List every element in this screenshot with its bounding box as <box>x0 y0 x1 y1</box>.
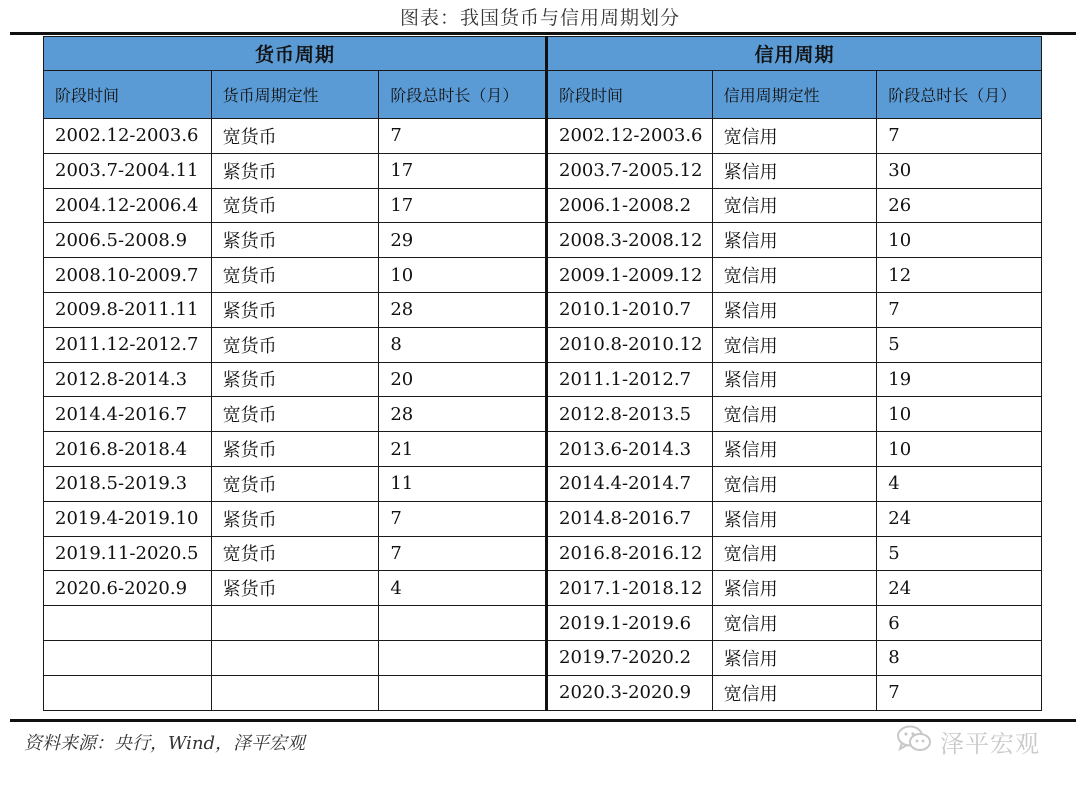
duration-cell: 24 <box>877 501 1042 536</box>
nature-cell: 紧信用 <box>712 153 877 188</box>
nature-cell <box>211 675 379 710</box>
duration-cell: 10 <box>877 223 1042 258</box>
duration-cell: 7 <box>877 675 1042 710</box>
nature-cell: 紧货币 <box>211 362 379 397</box>
source-note: 资料来源：央行，Wind，泽平宏观 <box>24 733 306 754</box>
period-cell: 2013.6-2014.3 <box>548 432 713 467</box>
duration-cell: 8 <box>877 640 1042 675</box>
table-row <box>44 292 547 327</box>
table-row <box>548 119 1042 154</box>
nature-cell: 紧信用 <box>712 571 877 606</box>
period-cell: 2011.12-2012.7 <box>44 327 212 362</box>
wechat-icon <box>896 724 932 758</box>
duration-cell: 30 <box>877 153 1042 188</box>
table-row <box>548 606 1042 641</box>
figure-title: 图表：我国货币与信用周期划分 <box>399 7 680 29</box>
column-header: 阶段时间 <box>44 71 212 119</box>
table-row <box>44 327 547 362</box>
duration-cell: 10 <box>877 397 1042 432</box>
nature-cell: 宽信用 <box>712 466 877 501</box>
period-cell: 2012.8-2014.3 <box>44 362 212 397</box>
period-cell: 2010.8-2010.12 <box>548 327 713 362</box>
table-row <box>44 606 547 641</box>
table-row <box>548 640 1042 675</box>
nature-cell: 宽货币 <box>211 119 379 154</box>
nature-cell: 紧信用 <box>712 501 877 536</box>
period-cell: 2012.8-2013.5 <box>548 397 713 432</box>
nature-cell: 宽货币 <box>211 536 379 571</box>
credit-cycle-header: 信用周期 <box>548 37 1042 71</box>
nature-cell: 紧信用 <box>712 432 877 467</box>
nature-cell: 紧货币 <box>211 153 379 188</box>
column-header: 信用周期定性 <box>712 71 877 119</box>
duration-cell: 4 <box>877 466 1042 501</box>
table-row <box>44 362 547 397</box>
duration-cell: 12 <box>877 258 1042 293</box>
duration-cell: 7 <box>877 119 1042 154</box>
nature-cell: 宽信用 <box>712 536 877 571</box>
nature-cell: 紧货币 <box>211 571 379 606</box>
nature-cell: 宽信用 <box>712 606 877 641</box>
duration-cell: 29 <box>379 223 547 258</box>
table-row <box>548 536 1042 571</box>
duration-cell: 28 <box>379 397 547 432</box>
period-cell: 2006.5-2008.9 <box>44 223 212 258</box>
nature-cell: 宽货币 <box>211 258 379 293</box>
nature-cell: 紧信用 <box>712 362 877 397</box>
watermark <box>896 724 1040 758</box>
duration-cell: 10 <box>877 432 1042 467</box>
table-row <box>44 675 547 710</box>
duration-cell: 24 <box>877 571 1042 606</box>
period-cell: 2017.1-2018.12 <box>548 571 713 606</box>
watermark-text: 泽平宏观 <box>940 729 1040 758</box>
period-cell: 2020.6-2020.9 <box>44 571 212 606</box>
period-cell <box>44 675 212 710</box>
table-row <box>44 536 547 571</box>
nature-cell <box>211 606 379 641</box>
bottom-rule <box>10 719 1076 722</box>
table-row <box>548 501 1042 536</box>
period-cell: 2009.1-2009.12 <box>548 258 713 293</box>
duration-cell: 7 <box>379 536 547 571</box>
period-cell: 2019.7-2020.2 <box>548 640 713 675</box>
nature-cell: 紧货币 <box>211 501 379 536</box>
period-cell: 2010.1-2010.7 <box>548 292 713 327</box>
table-row <box>44 501 547 536</box>
table-row <box>548 466 1042 501</box>
money-cycle-table <box>43 36 547 711</box>
duration-cell: 6 <box>877 606 1042 641</box>
nature-cell: 紧货币 <box>211 292 379 327</box>
table-row <box>548 432 1042 467</box>
period-cell: 2011.1-2012.7 <box>548 362 713 397</box>
nature-cell: 宽信用 <box>712 675 877 710</box>
period-cell: 2016.8-2018.4 <box>44 432 212 467</box>
nature-cell: 宽信用 <box>712 397 877 432</box>
period-cell <box>44 606 212 641</box>
column-header: 阶段时间 <box>548 71 713 119</box>
nature-cell: 宽信用 <box>712 188 877 223</box>
duration-cell <box>379 675 547 710</box>
top-rule <box>10 32 1076 35</box>
nature-cell: 宽货币 <box>211 188 379 223</box>
duration-cell: 7 <box>379 119 547 154</box>
table-row <box>44 223 547 258</box>
nature-cell: 紧货币 <box>211 432 379 467</box>
table-row <box>548 153 1042 188</box>
period-cell: 2009.8-2011.11 <box>44 292 212 327</box>
period-cell: 2008.10-2009.7 <box>44 258 212 293</box>
period-cell: 2019.4-2019.10 <box>44 501 212 536</box>
table-row <box>44 640 547 675</box>
period-cell: 2018.5-2019.3 <box>44 466 212 501</box>
duration-cell <box>379 640 547 675</box>
column-header: 阶段总时长（月） <box>877 71 1042 119</box>
table-row <box>44 119 547 154</box>
nature-cell: 宽货币 <box>211 327 379 362</box>
nature-cell: 紧信用 <box>712 223 877 258</box>
table-row <box>44 571 547 606</box>
table-row <box>548 327 1042 362</box>
duration-cell: 7 <box>877 292 1042 327</box>
column-header: 货币周期定性 <box>211 71 379 119</box>
table-row <box>548 675 1042 710</box>
table-row <box>548 362 1042 397</box>
table-row <box>548 292 1042 327</box>
period-cell: 2008.3-2008.12 <box>548 223 713 258</box>
period-cell: 2019.11-2020.5 <box>44 536 212 571</box>
period-cell: 2020.3-2020.9 <box>548 675 713 710</box>
table-row <box>44 397 547 432</box>
table-row <box>44 258 547 293</box>
period-cell: 2006.1-2008.2 <box>548 188 713 223</box>
table-row <box>44 466 547 501</box>
period-cell: 2019.1-2019.6 <box>548 606 713 641</box>
table-row <box>548 397 1042 432</box>
period-cell <box>44 640 212 675</box>
duration-cell: 11 <box>379 466 547 501</box>
table-row <box>548 188 1042 223</box>
duration-cell: 26 <box>877 188 1042 223</box>
period-cell: 2014.4-2016.7 <box>44 397 212 432</box>
nature-cell: 宽信用 <box>712 258 877 293</box>
period-cell: 2003.7-2004.11 <box>44 153 212 188</box>
money-cycle-header: 货币周期 <box>44 37 547 71</box>
table-row <box>548 258 1042 293</box>
duration-cell: 21 <box>379 432 547 467</box>
duration-cell: 10 <box>379 258 547 293</box>
nature-cell: 宽货币 <box>211 397 379 432</box>
duration-cell: 5 <box>877 536 1042 571</box>
duration-cell: 28 <box>379 292 547 327</box>
table-row <box>44 153 547 188</box>
period-cell: 2014.4-2014.7 <box>548 466 713 501</box>
period-cell: 2004.12-2006.4 <box>44 188 212 223</box>
period-cell: 2016.8-2016.12 <box>548 536 713 571</box>
period-cell: 2002.12-2003.6 <box>44 119 212 154</box>
credit-cycle-table <box>547 36 1042 711</box>
duration-cell: 19 <box>877 362 1042 397</box>
nature-cell: 紧货币 <box>211 223 379 258</box>
duration-cell: 7 <box>379 501 547 536</box>
duration-cell: 17 <box>379 153 547 188</box>
table-divider <box>545 36 548 711</box>
table-row <box>44 432 547 467</box>
period-cell: 2014.8-2016.7 <box>548 501 713 536</box>
duration-cell: 4 <box>379 571 547 606</box>
nature-cell: 宽信用 <box>712 119 877 154</box>
table-row <box>44 188 547 223</box>
nature-cell <box>211 640 379 675</box>
nature-cell: 宽信用 <box>712 327 877 362</box>
duration-cell <box>379 606 547 641</box>
nature-cell: 宽货币 <box>211 466 379 501</box>
period-cell: 2003.7-2005.12 <box>548 153 713 188</box>
table-row <box>548 571 1042 606</box>
duration-cell: 17 <box>379 188 547 223</box>
nature-cell: 紧信用 <box>712 292 877 327</box>
duration-cell: 5 <box>877 327 1042 362</box>
duration-cell: 8 <box>379 327 547 362</box>
table-row <box>548 223 1042 258</box>
period-cell: 2002.12-2003.6 <box>548 119 713 154</box>
nature-cell: 紧信用 <box>712 640 877 675</box>
duration-cell: 20 <box>379 362 547 397</box>
column-header: 阶段总时长（月） <box>379 71 547 119</box>
